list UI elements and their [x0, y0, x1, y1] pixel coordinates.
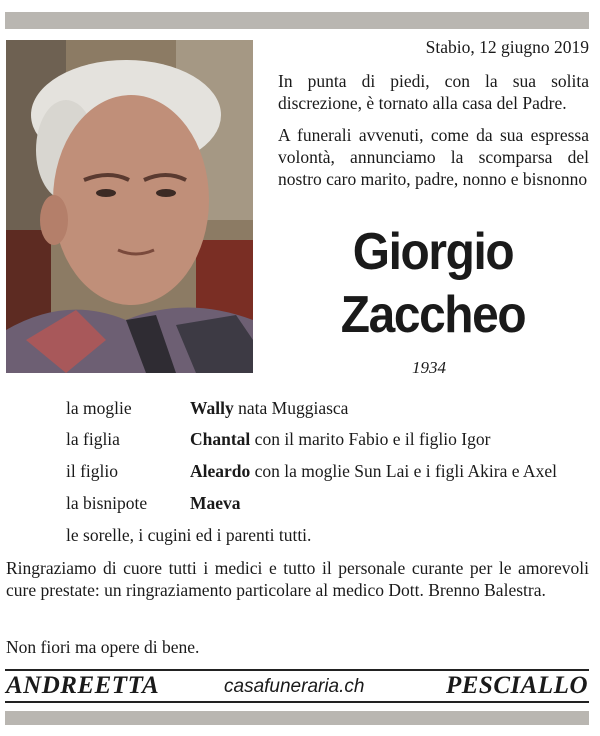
relative-detail: con la moglie Sun Lai e i figli Akira e Axel	[250, 461, 557, 481]
portrait-image	[6, 40, 253, 373]
announcement-paragraph: A funerali avvenuti, come da sua espressa volontà, annunciamo la scomparsa del nostro caro marito, padre, nonno e bisnonno	[278, 125, 589, 189]
relative-label: la bisnipote	[66, 493, 148, 513]
relative-label: il figlio	[66, 461, 119, 481]
footer-funeral-home-left: ANDREETTA	[6, 672, 160, 699]
portrait-photo	[6, 40, 253, 373]
deceased-last-name: Zaccheo	[340, 286, 526, 344]
intro-paragraph: In punta di piedi, con la sua solita discrezione, è tornato alla casa del Padre.	[278, 71, 589, 113]
relative-name: Wally	[190, 398, 234, 418]
footer-funeral-home-right: PESCIALLO	[445, 672, 588, 699]
footer-bottom-rule	[5, 701, 589, 703]
footer-top-rule	[5, 669, 589, 671]
relative-entry	[190, 492, 241, 514]
relative-detail: con il marito Fabio e il figlio Igor	[250, 429, 491, 449]
relative-entry	[190, 460, 557, 482]
top-bar	[5, 12, 589, 29]
relative-label: la moglie	[66, 398, 132, 418]
place-date: Stabio, 12 giugno 2019	[425, 37, 589, 57]
relative-name: Maeva	[190, 493, 241, 513]
relative-name: Aleardo	[190, 461, 251, 481]
relative-name: Chantal	[190, 429, 251, 449]
no-flowers-note: Non fiori ma opere di bene.	[6, 637, 200, 657]
relative-entry	[190, 428, 490, 450]
deceased-first-name: Giorgio	[352, 223, 514, 281]
thanks-paragraph: Ringraziamo di cuore tutti i medici e tutto il personale curante per le amorevoli cure prestate: un ringraziamento particolare al medico Dott. Brenno Balestra.	[6, 558, 589, 600]
relative-entry	[190, 397, 348, 419]
bottom-bar	[5, 711, 589, 725]
other-relatives: le sorelle, i cugini ed i parenti tutti.	[66, 525, 312, 545]
relative-detail: nata Muggiasca	[233, 398, 349, 418]
footer-website-link[interactable]: casafuneraria.ch	[224, 676, 365, 697]
relative-label: la figlia	[66, 429, 120, 449]
birth-year: 1934	[412, 358, 446, 377]
